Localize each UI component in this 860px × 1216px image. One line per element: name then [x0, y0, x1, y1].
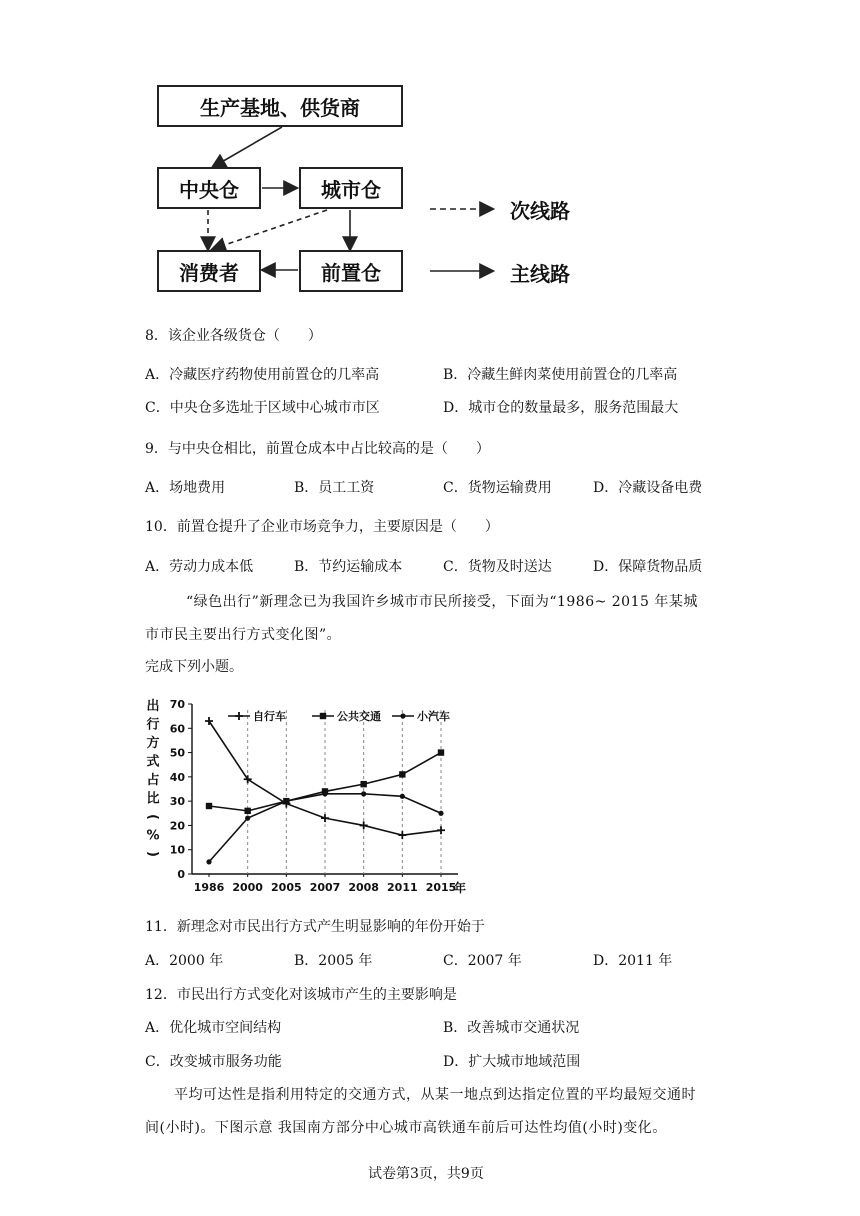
page-footer: 试卷第3页，共9页	[368, 1166, 484, 1182]
x-tick-label: 2005	[271, 881, 302, 894]
y-axis-label-char: 式	[146, 754, 160, 770]
data-point	[438, 811, 443, 816]
legend-marker	[235, 712, 243, 720]
q10-option-a[interactable]: A．劳动力成本低	[145, 559, 254, 575]
flow-arrows	[0, 0, 860, 300]
passage-line-1: 平均可达性是指利用特定的交通方式，从某一地点到达指定位置的平均最短交通时	[174, 1087, 696, 1103]
x-tick-label: 2015	[425, 881, 457, 894]
q10-option-d[interactable]: D．保障货物品质	[593, 559, 703, 575]
data-point	[360, 821, 368, 829]
x-tick-label: 2007	[309, 881, 341, 894]
y-axis-label-char: 方	[146, 736, 160, 751]
data-point	[206, 803, 212, 809]
q12-option-c[interactable]: C．改变城市服务功能	[145, 1054, 282, 1070]
y-tick-label: 20	[169, 819, 185, 833]
data-point	[245, 816, 250, 821]
data-point	[361, 791, 366, 796]
y-tick-label: 30	[169, 795, 185, 809]
arrow-supplier-central	[213, 127, 282, 167]
data-point	[400, 794, 405, 799]
x-tick-label: 2011	[387, 881, 418, 894]
passage-line-2: 间(小时)。下图示意 我国南方部分中心城市高铁通车前后可达性均值(小时)变化。	[145, 1120, 667, 1136]
legend-label: 小汽车	[417, 710, 450, 723]
q11-option-c[interactable]: C．2007 年	[443, 953, 522, 969]
x-tick-label: 1986	[193, 881, 225, 894]
node-city-label: 城市仓	[321, 177, 381, 202]
node-supplier	[157, 85, 403, 127]
node-central-label: 中央仓	[179, 177, 239, 202]
legend-main-label: 主线路	[510, 262, 570, 286]
y-axis-label-char: 比	[146, 791, 160, 807]
q11-stem: 11．新理念对市民出行方式产生明显影响的年份开始于	[145, 919, 485, 935]
q8-option-b[interactable]: B．冷藏生鲜肉菜使用前置仓的几率高	[443, 367, 678, 383]
y-axis-label-char: (	[145, 814, 160, 820]
q9-stem: 9．与中央仓相比，前置仓成本中占比较高的是（ ）	[145, 441, 490, 457]
q12-option-a[interactable]: A．优化城市空间结构	[145, 1020, 282, 1036]
node-central	[157, 167, 261, 209]
data-point	[244, 808, 250, 814]
y-axis-label-char: )	[145, 851, 160, 857]
q9-option-b[interactable]: B．员工工资	[294, 480, 375, 496]
data-point	[321, 814, 329, 822]
y-axis-label-char: %	[146, 828, 160, 844]
q12-option-d[interactable]: D．扩大城市地域范围	[443, 1054, 581, 1070]
node-city	[299, 167, 403, 209]
legend-marker	[320, 713, 326, 719]
q10-stem: 10．前置仓提升了企业市场竞争力，主要原因是（ ）	[145, 519, 499, 535]
node-consumer	[157, 250, 261, 292]
legend-label: 自行车	[253, 710, 286, 723]
q8-option-c[interactable]: C．中央仓多选址于区域中心城市市区	[145, 400, 380, 416]
y-tick-label: 70	[169, 698, 185, 711]
legend-label: 公共交通	[337, 710, 381, 723]
q11-option-d[interactable]: D．2011 年	[593, 953, 673, 969]
data-point	[284, 799, 289, 804]
legend-marker	[400, 713, 405, 718]
x-axis-label: 年	[454, 881, 467, 895]
data-point	[438, 749, 444, 755]
q11-option-a[interactable]: A．2000 年	[145, 953, 224, 969]
intro-line-1: “绿色出行”新理念已为我国许乡城市市民所接受，下面为“1986~ 2015 年某城	[186, 594, 698, 610]
y-axis-label-char: 出	[146, 699, 160, 714]
x-tick-label: 2008	[348, 881, 379, 894]
q9-option-d[interactable]: D．冷藏设备电费	[593, 480, 703, 496]
x-tick-label: 2000	[232, 881, 263, 894]
data-point	[437, 826, 445, 834]
q8-option-d[interactable]: D．城市仓的数量最多，服务范围最大	[443, 400, 679, 416]
y-axis-label-char: 行	[146, 717, 160, 733]
q10-option-c[interactable]: C．货物及时送达	[443, 559, 552, 575]
mode-share-chart	[140, 690, 470, 900]
q9-option-c[interactable]: C．货物运输费用	[443, 480, 552, 496]
node-supplier-label: 生产基地、供货商	[200, 95, 360, 120]
intro-line-3: 完成下列小题。	[145, 659, 243, 675]
y-tick-label: 0	[177, 868, 185, 881]
data-point	[399, 771, 405, 777]
data-point	[360, 781, 366, 787]
y-tick-label: 50	[169, 746, 185, 760]
node-consumer-label: 消费者	[179, 260, 239, 285]
y-tick-label: 40	[169, 770, 185, 784]
intro-line-2: 市市民主要出行方式变化图”。	[145, 627, 342, 643]
y-axis-label-char: 占	[146, 773, 160, 788]
q12-option-b[interactable]: B．改善城市交通状况	[443, 1020, 580, 1036]
node-front	[299, 250, 403, 292]
q12-stem: 12．市民出行方式变化对该城市产生的主要影响是	[145, 987, 457, 1003]
y-tick-label: 10	[169, 843, 185, 857]
q8-option-a[interactable]: A．冷藏医疗药物使用前置仓的几率高	[145, 367, 380, 383]
data-point	[206, 859, 211, 864]
q9-option-a[interactable]: A．场地费用	[145, 480, 226, 496]
legend-secondary-label: 次线路	[510, 199, 570, 223]
data-point	[322, 791, 327, 796]
q8-stem: 8．该企业各级货仓（ ）	[145, 328, 322, 344]
q10-option-b[interactable]: B．节约运输成本	[294, 559, 403, 575]
data-point	[398, 831, 406, 839]
q11-option-b[interactable]: B．2005 年	[294, 953, 373, 969]
y-tick-label: 60	[169, 722, 185, 736]
series-line	[209, 794, 441, 862]
arrow-city-consumer	[213, 210, 327, 249]
node-front-label: 前置仓	[321, 260, 381, 285]
